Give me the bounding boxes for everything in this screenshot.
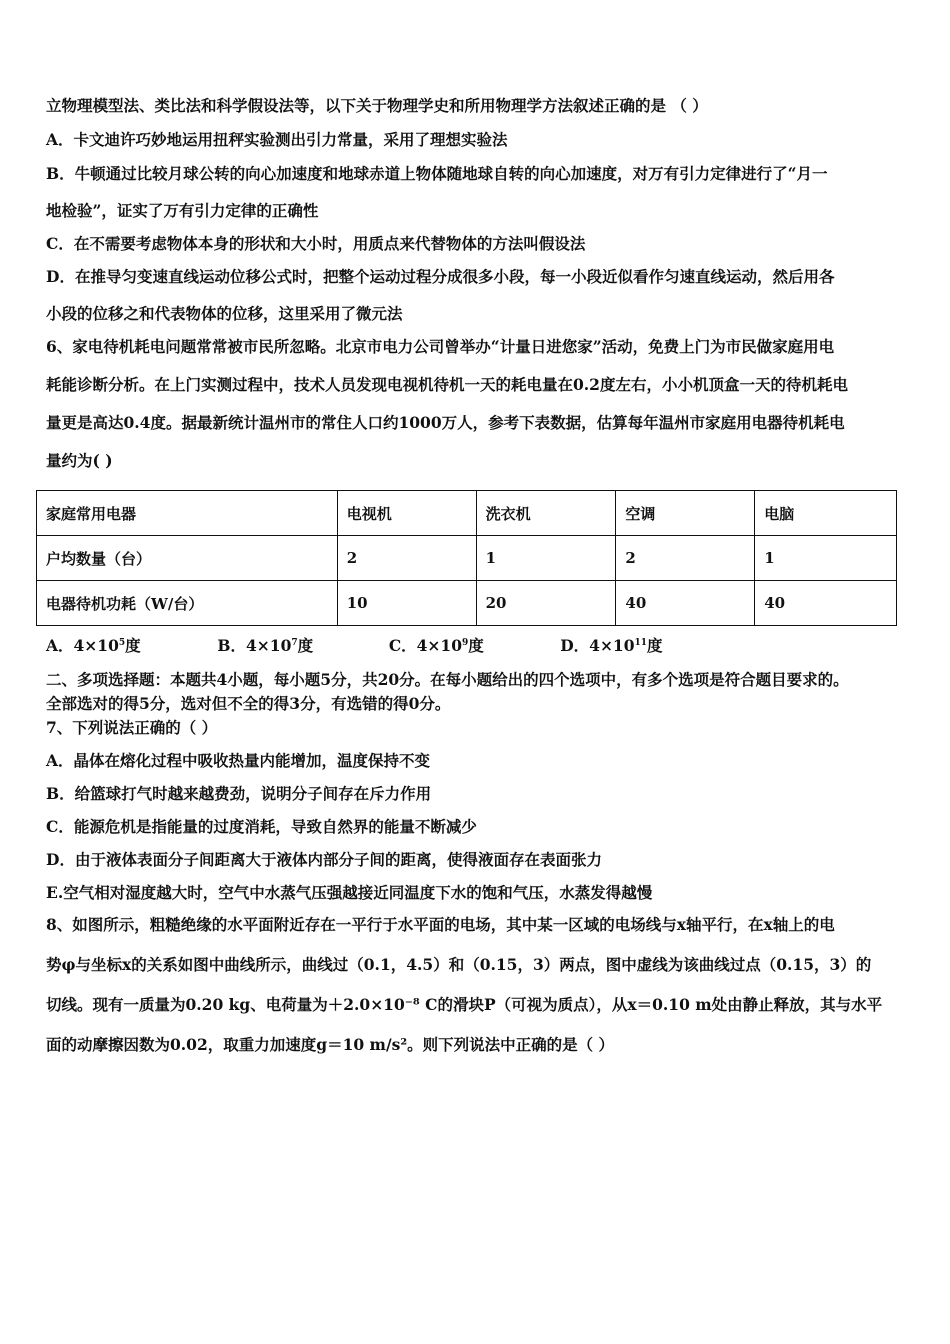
q5-option-b: B．牛顿通过比较月球公转的向心加速度和地球赤道上物体随地球自转的向心加速度，对万有引力定律进行了“月一	[46, 164, 828, 183]
q6-option-a	[46, 636, 212, 656]
appliance-table	[36, 490, 897, 626]
table-cell: 1	[755, 536, 897, 581]
table-cell: 空调	[616, 491, 755, 536]
option-d-exponent: 11	[634, 638, 648, 648]
table-cell: 电脑	[755, 491, 897, 536]
q7-option-c: C．能源危机是指能量的过度消耗，导致自然界的能量不断减少	[46, 817, 477, 836]
table-cell: 20	[476, 581, 616, 626]
table-cell: 40	[616, 581, 755, 626]
q6-option-d	[560, 636, 662, 656]
table-cell: 电器待机功耗（W/台）	[37, 581, 338, 626]
table-cell: 2	[616, 536, 755, 581]
q8-stem-line-3: 切线。现有一质量为0.20 kg、电荷量为＋2.0×10⁻⁸ C的滑块P（可视为质点），从x＝0.10 m处由静止释放，其与水平	[46, 995, 883, 1014]
q5-option-d-cont: 小段的位移之和代表物体的位移，这里采用了微元法	[46, 304, 403, 323]
q8-stem-line-4: 面的动摩擦因数为0.02，取重力加速度g＝10 m/s²。则下列说法中正确的是（ ）	[46, 1035, 615, 1054]
option-a-unit: 度	[125, 636, 141, 655]
option-d-unit: 度	[647, 636, 663, 655]
q5-stem-line: 立物理模型法、类比法和科学假设法等，以下关于物理学史和所用物理学方法叙述正确的是 （ ）	[46, 96, 708, 115]
q5-option-a: A．卡文迪许巧妙地运用扭秤实验测出引力常量，采用了理想实验法	[46, 130, 508, 149]
option-c-exponent: 9	[462, 638, 469, 648]
q7-option-d: D．由于液体表面分子间距离大于液体内部分子间的距离，使得液面存在表面张力	[46, 850, 602, 869]
option-b-unit: 度	[297, 636, 314, 655]
q6-option-b	[217, 636, 383, 656]
q6-stem-line-1: 6、家电待机耗电问题常常被市民所忽略。北京市电力公司曾举办“计量日进您家”活动，免费上门为市民做家庭用电	[46, 337, 835, 356]
table-cell: 户均数量（台）	[37, 536, 338, 581]
table-cell: 2	[337, 536, 476, 581]
section-2-heading: 二、多项选择题：本题共4小题，每小题5分，共20分。在每小题给出的四个选项中，有多个选项是符合题目要求的。	[46, 670, 849, 689]
option-c-unit: 度	[468, 636, 484, 655]
q5-option-d: D．在推导匀变速直线运动位移公式时，把整个运动过程分成很多小段，每一小段近似看作匀速直线运动，然后用各	[46, 267, 835, 286]
q7-option-e: E.空气相对湿度越大时，空气中水蒸气压强越接近同温度下水的饱和气压，水蒸发得越慢	[46, 883, 653, 902]
section-2-block	[46, 670, 908, 1055]
section-2-scoring: 全部选对的得5分，选对但不全的得3分，有选错的得0分。	[46, 694, 451, 713]
q6-option-c	[389, 636, 555, 656]
option-b-exponent: 7	[291, 638, 298, 648]
q8-stem-line-1: 8、如图所示，粗糙绝缘的水平面附近存在一平行于水平面的电场，其中某一区域的电场线与x轴平行，在x轴上的电	[46, 915, 835, 934]
option-a-value: A．4×10	[46, 636, 119, 655]
table-cell: 电视机	[337, 491, 476, 536]
q6-stem-line-2: 耗能诊断分析。在上门实测过程中，技术人员发现电视机待机一天的耗电量在0.2度左右，小小机顶盒一天的待机耗电	[46, 375, 848, 394]
q6-stem-line-3: 量更是高达0.4度。据最新统计温州市的常住人口约1000万人，参考下表数据，估算每年温州市家庭用电器待机耗电	[46, 413, 845, 432]
q7-option-b: B．给篮球打气时越来越费劲，说明分子间存在斥力作用	[46, 784, 432, 803]
table-cell: 洗衣机	[476, 491, 616, 536]
question-block-5	[46, 96, 908, 471]
q5-option-c: C．在不需要考虑物体本身的形状和大小时，用质点来代替物体的方法叫假设法	[46, 234, 586, 253]
q5-option-b-cont: 地检验”，证实了万有引力定律的正确性	[46, 201, 319, 220]
q8-stem-line-2: 势φ与坐标x的关系如图中曲线所示，曲线过（0.1，4.5）和（0.15，3）两点，图中虚线为该曲线过点（0.15，3）的	[46, 955, 872, 974]
table-cell: 10	[337, 581, 476, 626]
table-row	[37, 581, 897, 626]
table-cell: 家庭常用电器	[37, 491, 338, 536]
q7-stem: 7、下列说法正确的（ ）	[46, 718, 218, 737]
q6-stem-line-4: 量约为( )	[46, 451, 113, 470]
table-cell: 40	[755, 581, 897, 626]
option-d-value: D．4×10	[560, 636, 635, 655]
option-b-value: B．4×10	[217, 636, 292, 655]
table-row	[37, 491, 897, 536]
table-row	[37, 536, 897, 581]
option-a-exponent: 5	[118, 638, 126, 648]
q6-options	[46, 636, 663, 656]
q7-option-a: A．晶体在熔化过程中吸收热量内能增加，温度保持不变	[46, 751, 431, 770]
option-c-value: C．4×10	[388, 636, 462, 655]
table-cell: 1	[476, 536, 616, 581]
